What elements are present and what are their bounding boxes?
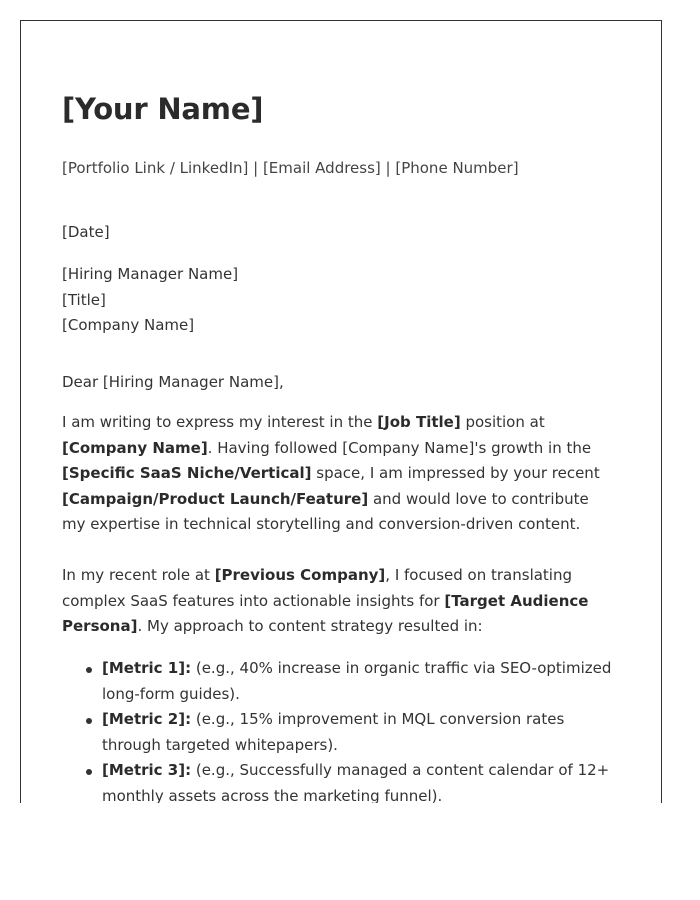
sender-name: [Your Name] — [62, 92, 264, 126]
audience-placeholder: [Target Audience Persona] — [62, 591, 589, 636]
recipient-name: [Hiring Manager Name] — [62, 265, 239, 283]
experience-text-3: . My approach to content strategy resulted in: — [137, 617, 483, 636]
metric-label: [Metric 3]: — [102, 761, 192, 780]
contact-line: [Portfolio Link / LinkedIn] | [Email Address] | [Phone Number] — [62, 159, 519, 177]
experience-paragraph — [62, 563, 610, 640]
intro-text-4: space, I am impressed by your recent — [311, 464, 600, 483]
list-item — [102, 758, 622, 803]
recipient-title: [Title] — [62, 290, 106, 309]
company-name-placeholder: [Company Name] — [62, 438, 208, 457]
intro-text-1: I am writing to express my interest in the — [62, 413, 378, 431]
bullet-icon — [86, 769, 92, 775]
letter-date: [Date] — [62, 223, 110, 241]
experience-text-2: , I focused on translating complex SaaS features into actionable insights for — [62, 566, 573, 610]
campaign-placeholder: [Campaign/Product Launch/Feature] — [62, 489, 369, 508]
niche-placeholder: [Specific SaaS Niche/Vertical] — [62, 464, 312, 483]
list-item — [102, 707, 622, 758]
metric-label: [Metric 2]: — [102, 710, 192, 729]
bullet-icon — [86, 718, 92, 724]
recipient-company: [Company Name] — [62, 316, 195, 335]
metric-text: (e.g., 15% improvement in MQL conversion rates through targeted whitepapers). — [102, 710, 565, 754]
metric-label: [Metric 1]: — [102, 659, 192, 677]
job-title-placeholder: [Job Title] — [377, 413, 461, 431]
experience-text-1: In my recent role at — [62, 566, 215, 584]
list-item — [102, 656, 622, 707]
letter-page — [20, 20, 662, 803]
salutation: Dear [Hiring Manager Name], — [62, 373, 284, 391]
metric-text: (e.g., 40% increase in organic traffic via SEO-optimized long-form guides). — [102, 659, 612, 703]
intro-paragraph — [62, 410, 610, 538]
intro-text-2: position at — [460, 413, 545, 431]
metric-text: (e.g., Successfully managed a content calendar of 12+ monthly assets across the marketing funnel). — [102, 761, 610, 803]
metrics-list — [62, 656, 622, 803]
previous-company-placeholder: [Previous Company] — [214, 566, 386, 584]
intro-text-5: and would love to contribute my expertise in technical storytelling and conversion-driven content. — [62, 489, 589, 534]
bullet-icon — [86, 667, 92, 673]
recipient-block — [62, 262, 610, 339]
intro-text-3: . Having followed [Company Name]'s growth in the — [207, 438, 592, 457]
